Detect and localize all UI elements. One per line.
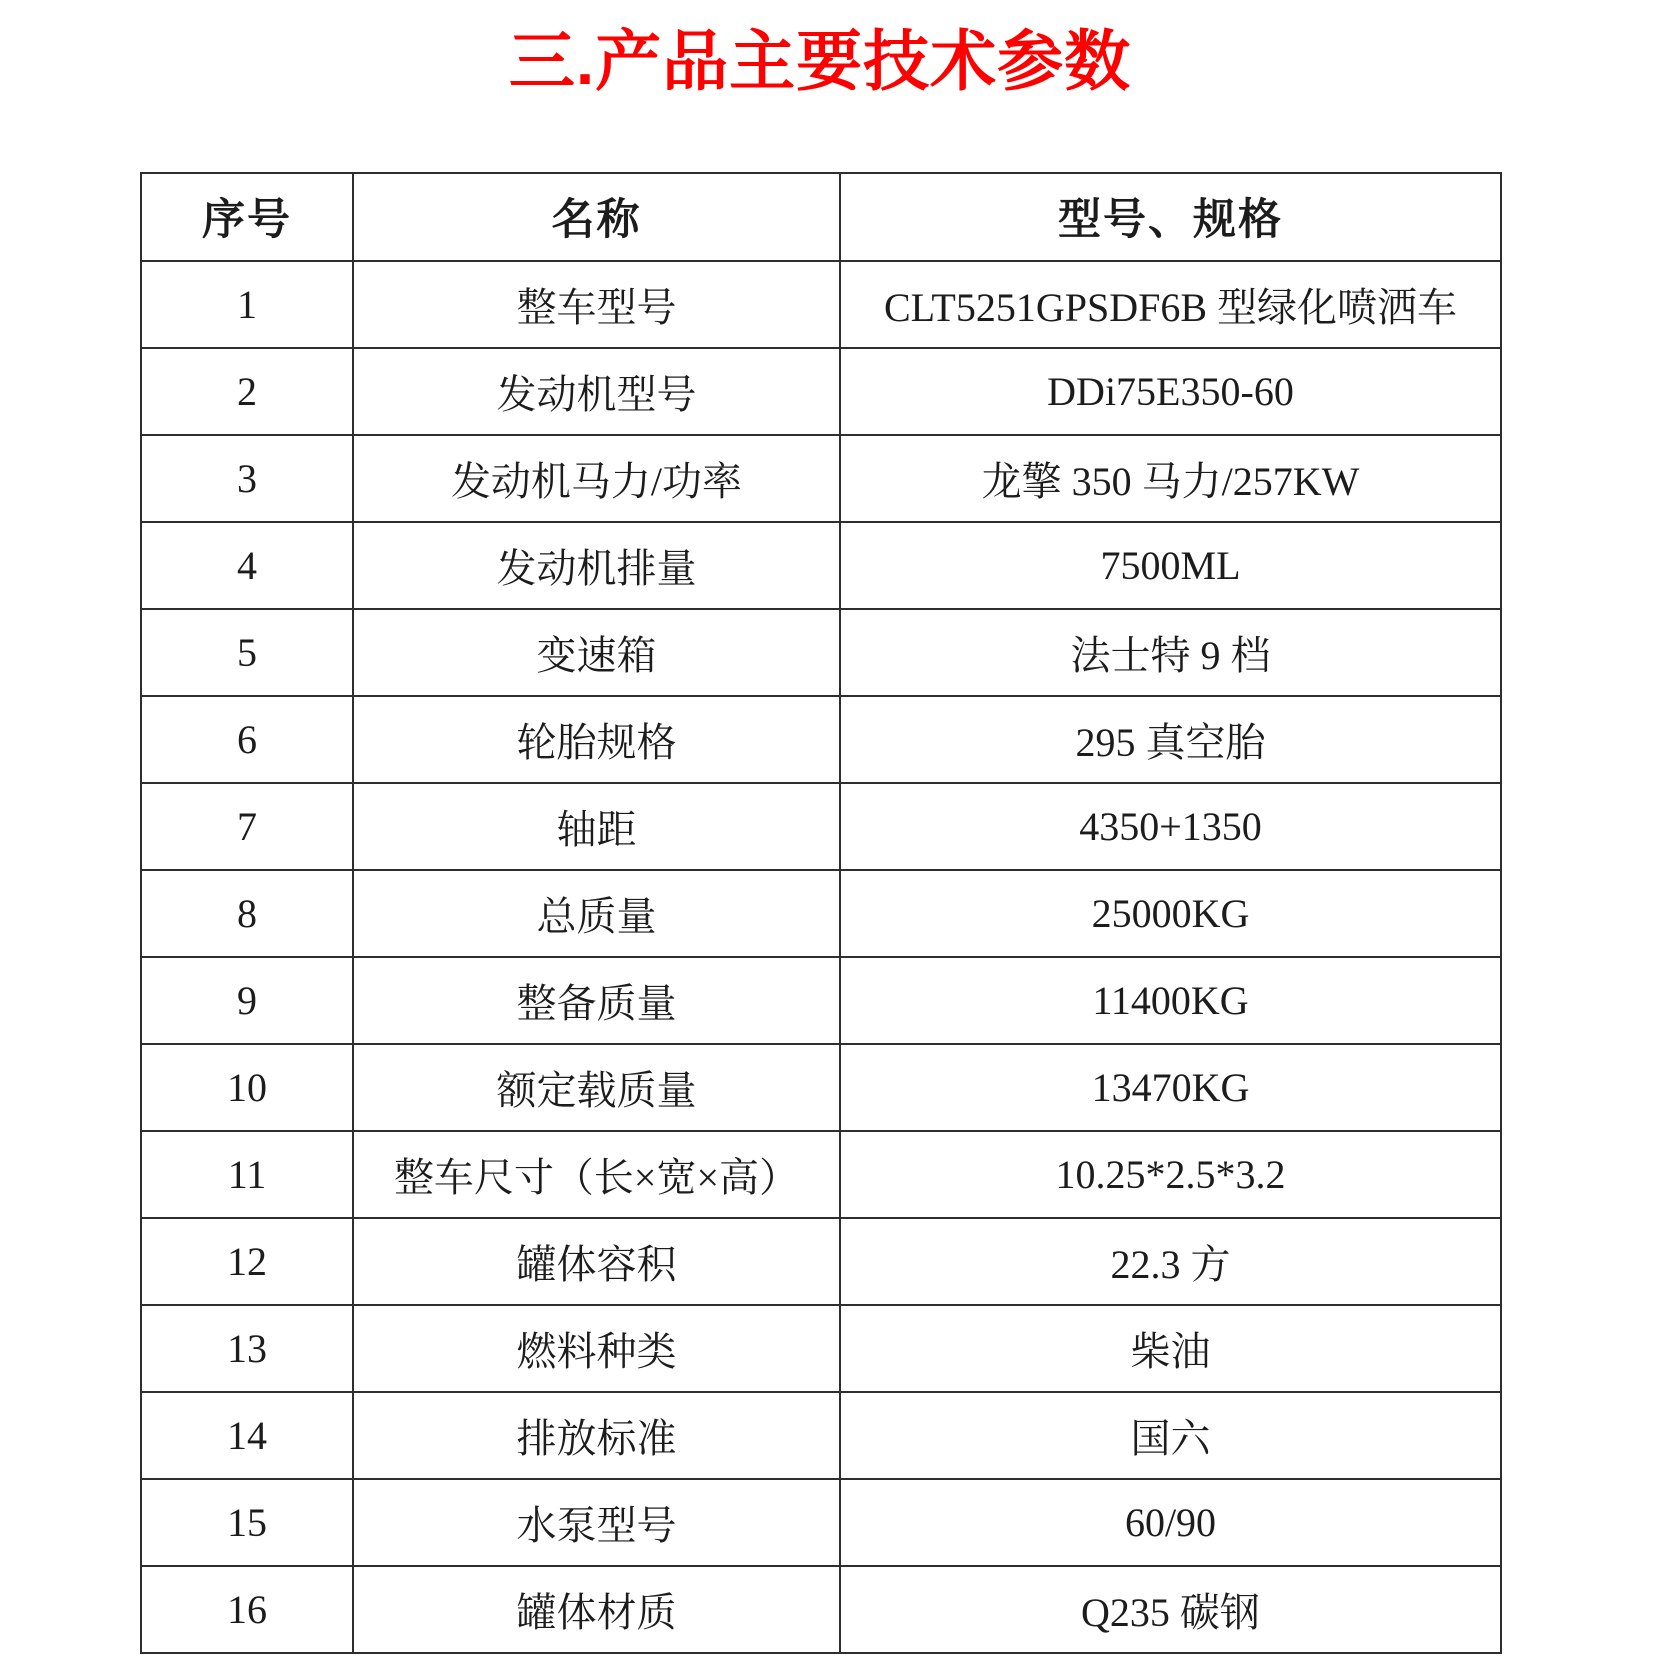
- row-number-cell: 13: [141, 1305, 353, 1392]
- table-row: [141, 1044, 1501, 1131]
- row-number-cell: 15: [141, 1479, 353, 1566]
- table-row: [141, 957, 1501, 1044]
- table-row: [141, 609, 1501, 696]
- item-name-cell: 整车型号: [353, 261, 840, 348]
- item-spec-cell: 13470KG: [840, 1044, 1501, 1131]
- item-spec-cell: DDi75E350-60: [840, 348, 1501, 435]
- table-row: [141, 696, 1501, 783]
- row-number-cell: 2: [141, 348, 353, 435]
- table-row: [141, 1566, 1501, 1653]
- column-header-spec: 型号、规格: [840, 173, 1501, 261]
- row-number-cell: 11: [141, 1131, 353, 1218]
- item-name-cell: 水泵型号: [353, 1479, 840, 1566]
- item-name-cell: 总质量: [353, 870, 840, 957]
- row-number-cell: 6: [141, 696, 353, 783]
- header-row: [141, 173, 1501, 261]
- item-name-cell: 排放标准: [353, 1392, 840, 1479]
- item-name-cell: 整车尺寸（长×宽×高）: [353, 1131, 840, 1218]
- table-row: [141, 435, 1501, 522]
- item-spec-cell: 4350+1350: [840, 783, 1501, 870]
- item-name-cell: 发动机马力/功率: [353, 435, 840, 522]
- row-number-cell: 9: [141, 957, 353, 1044]
- item-spec-cell: CLT5251GPSDF6B 型绿化喷洒车: [840, 261, 1501, 348]
- item-name-cell: 发动机型号: [353, 348, 840, 435]
- item-spec-cell: Q235 碳钢: [840, 1566, 1501, 1653]
- item-name-cell: 轴距: [353, 783, 840, 870]
- item-spec-cell: 10.25*2.5*3.2: [840, 1131, 1501, 1218]
- item-name-cell: 罐体容积: [353, 1218, 840, 1305]
- item-name-cell: 整备质量: [353, 957, 840, 1044]
- table-header: [141, 173, 1501, 261]
- item-spec-cell: 25000KG: [840, 870, 1501, 957]
- item-name-cell: 轮胎规格: [353, 696, 840, 783]
- row-number-cell: 4: [141, 522, 353, 609]
- table-row: [141, 870, 1501, 957]
- spec-table: [140, 172, 1502, 1654]
- item-name-cell: 变速箱: [353, 609, 840, 696]
- item-name-cell: 发动机排量: [353, 522, 840, 609]
- table-row: [141, 1131, 1501, 1218]
- item-spec-cell: 法士特 9 档: [840, 609, 1501, 696]
- item-name-cell: 额定载质量: [353, 1044, 840, 1131]
- row-number-cell: 8: [141, 870, 353, 957]
- row-number-cell: 5: [141, 609, 353, 696]
- table-row: [141, 783, 1501, 870]
- column-header-no: 序号: [141, 173, 353, 261]
- item-spec-cell: 柴油: [840, 1305, 1501, 1392]
- table-row: [141, 1218, 1501, 1305]
- column-header-name: 名称: [353, 173, 840, 261]
- row-number-cell: 14: [141, 1392, 353, 1479]
- row-number-cell: 10: [141, 1044, 353, 1131]
- row-number-cell: 12: [141, 1218, 353, 1305]
- table-row: [141, 348, 1501, 435]
- table-row: [141, 261, 1501, 348]
- row-number-cell: 7: [141, 783, 353, 870]
- page-title: 三.产品主要技术参数: [508, 24, 1132, 98]
- item-spec-cell: 22.3 方: [840, 1218, 1501, 1305]
- item-spec-cell: 龙擎 350 马力/257KW: [840, 435, 1501, 522]
- item-spec-cell: 11400KG: [840, 957, 1501, 1044]
- item-name-cell: 燃料种类: [353, 1305, 840, 1392]
- table-body: [141, 261, 1501, 1653]
- item-spec-cell: 7500ML: [840, 522, 1501, 609]
- table-row: [141, 1305, 1501, 1392]
- item-spec-cell: 国六: [840, 1392, 1501, 1479]
- table-row: [141, 522, 1501, 609]
- table-row: [141, 1479, 1501, 1566]
- table-row: [141, 1392, 1501, 1479]
- item-spec-cell: 60/90: [840, 1479, 1501, 1566]
- item-name-cell: 罐体材质: [353, 1566, 840, 1653]
- row-number-cell: 16: [141, 1566, 353, 1653]
- item-spec-cell: 295 真空胎: [840, 696, 1501, 783]
- row-number-cell: 3: [141, 435, 353, 522]
- row-number-cell: 1: [141, 261, 353, 348]
